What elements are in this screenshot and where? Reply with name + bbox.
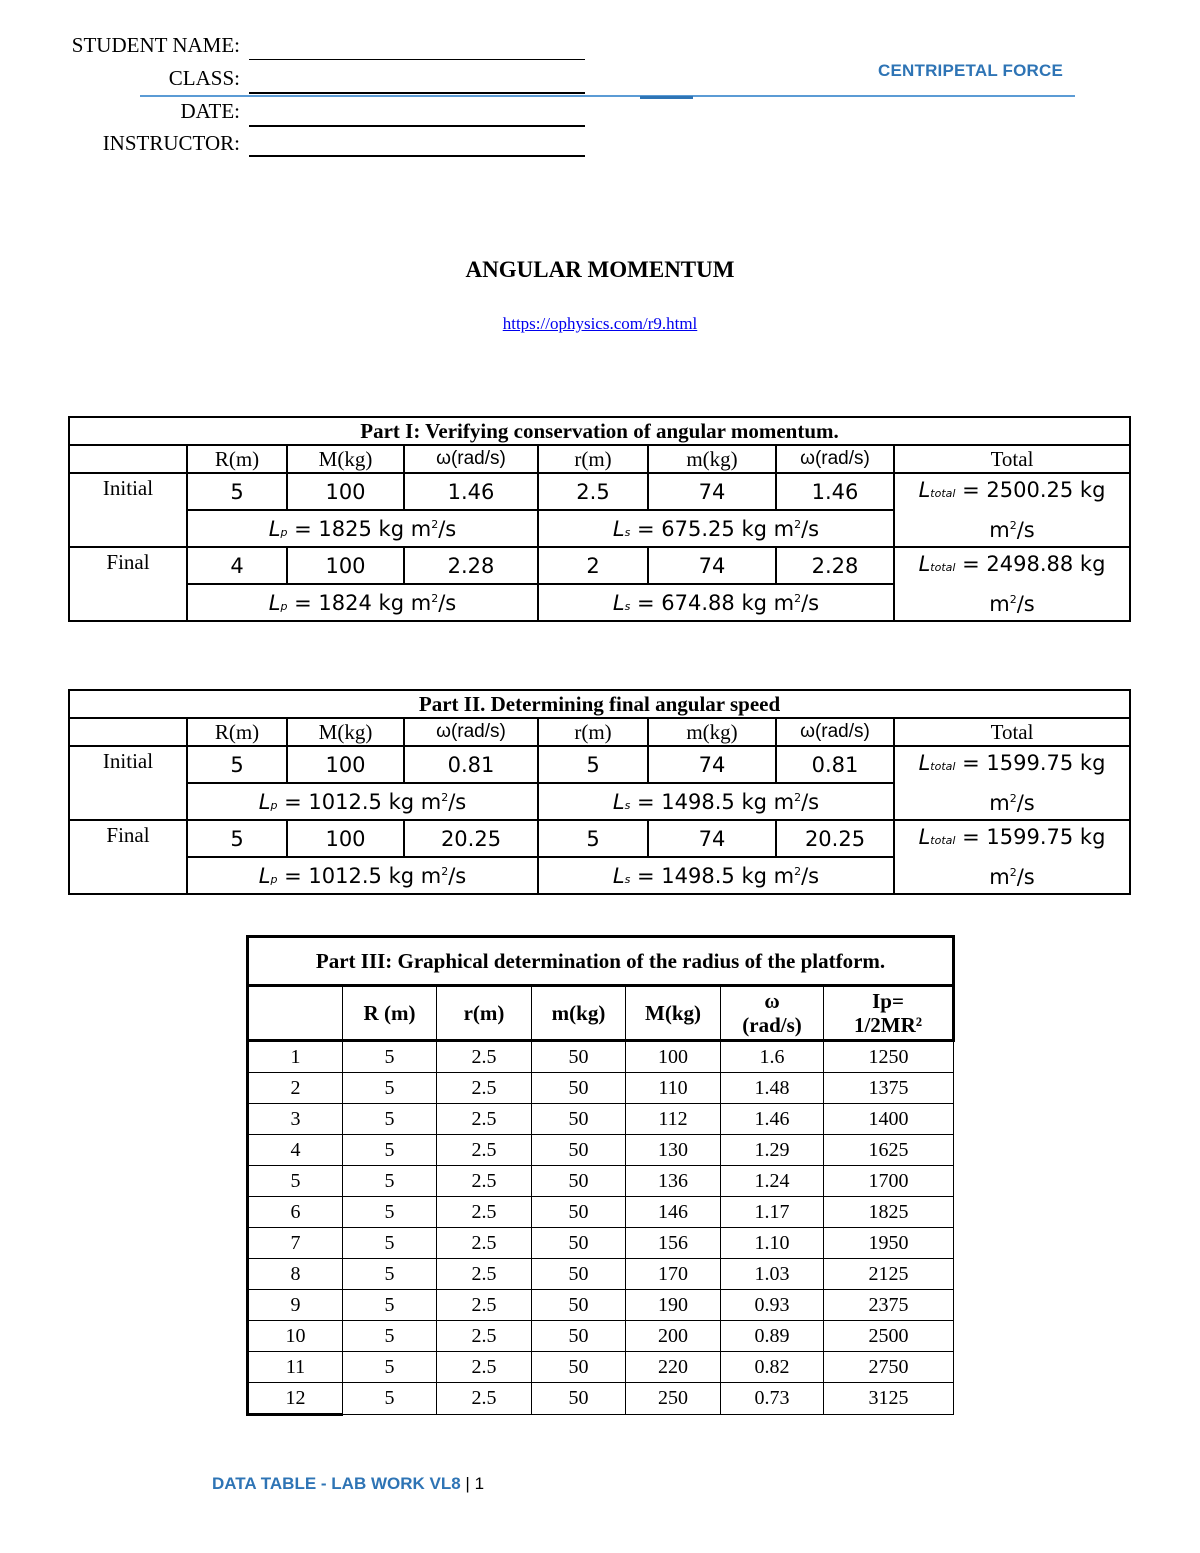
part1-total-initial: Ltotal = 2500.25 kg $m^2/s$ (894, 473, 1130, 547)
part3-cell: 1.17 (721, 1197, 824, 1228)
part3-cell: 3125 (824, 1383, 954, 1415)
part3-cell: 50 (532, 1383, 626, 1415)
part1-header-R: R(m) (187, 445, 287, 473)
part3-cell: 112 (626, 1104, 721, 1135)
part3-cell: 1825 (824, 1197, 954, 1228)
part3-caption: Part III: Graphical determination of the radius of the platform. (248, 937, 954, 986)
table-row (248, 1228, 954, 1259)
part3-cell: 50 (532, 1135, 626, 1166)
header-rule (140, 95, 1075, 97)
part2-cell: 5 (187, 820, 287, 857)
part3-cell: 1.29 (721, 1135, 824, 1166)
part1-row-label: Final (69, 547, 187, 621)
part1-header-omega-p: ω(rad/s) (404, 445, 538, 473)
part3-cell: 200 (626, 1321, 721, 1352)
part2-row-label: Final (69, 820, 187, 894)
part2-cell: 5 (538, 746, 648, 783)
part1-cell: 5 (187, 473, 287, 510)
part3-header-R: R (m) (343, 986, 437, 1041)
part3-cell: 50 (532, 1166, 626, 1197)
part3-cell: 8 (248, 1259, 343, 1290)
part3-cell: 50 (532, 1041, 626, 1073)
part3-cell: 1400 (824, 1104, 954, 1135)
footer-separator: | (465, 1474, 470, 1493)
class-label: CLASS: (168, 66, 240, 90)
part1-header-blank (69, 445, 187, 473)
part3-cell: 2.5 (437, 1104, 532, 1135)
part2-cell: 0.81 (404, 746, 538, 783)
part1-cell: 100 (287, 473, 404, 510)
part3-cell: 1.24 (721, 1166, 824, 1197)
part2-cell: 74 (648, 746, 776, 783)
part2-row-label: Initial (69, 746, 187, 820)
part1-header-m: m(kg) (648, 445, 776, 473)
part2-cell: 20.25 (776, 820, 894, 857)
part3-cell: 100 (626, 1041, 721, 1073)
part2-header-m: m(kg) (648, 718, 776, 746)
header-rule-accent (640, 96, 693, 99)
part3-cell: 6 (248, 1197, 343, 1228)
class-field[interactable] (249, 92, 585, 94)
part2-caption: Part II. Determining final angular speed (69, 690, 1130, 718)
part3-cell: 190 (626, 1290, 721, 1321)
part3-cell: 5 (343, 1290, 437, 1321)
part3-cell: 10 (248, 1321, 343, 1352)
part3-cell: 7 (248, 1228, 343, 1259)
part2-lp-initial: Lp = 1012.5 kg $m^2/s$ (187, 783, 538, 820)
part3-cell: 50 (532, 1073, 626, 1104)
instructor-field[interactable] (249, 155, 585, 157)
part3-cell: 156 (626, 1228, 721, 1259)
footer (212, 1474, 484, 1494)
part1-total-final: Ltotal = 2498.88 kg $m^2/s$ (894, 547, 1130, 621)
part3-cell: 1 (248, 1041, 343, 1073)
part3-cell: 9 (248, 1290, 343, 1321)
part1-cell: 74 (648, 547, 776, 584)
part3-cell: 1250 (824, 1041, 954, 1073)
part3-cell: 12 (248, 1383, 343, 1415)
part3-cell: 2.5 (437, 1041, 532, 1073)
part3-header-m: m(kg) (532, 986, 626, 1041)
part2-total-initial: Ltotal = 1599.75 kg $m^2/s$ (894, 746, 1130, 820)
part3-header-omega: ω (rad/s) (721, 986, 824, 1041)
part2-cell: 5 (538, 820, 648, 857)
part3-cell: 2.5 (437, 1228, 532, 1259)
part1-cell: 2.28 (776, 547, 894, 584)
part3-cell: 5 (343, 1321, 437, 1352)
part1-header-r: r(m) (538, 445, 648, 473)
part3-cell: 5 (343, 1135, 437, 1166)
part3-cell: 50 (532, 1197, 626, 1228)
part3-cell: 50 (532, 1259, 626, 1290)
part2-header-R: R(m) (187, 718, 287, 746)
table-row (248, 1197, 954, 1228)
part2-cell: 5 (187, 746, 287, 783)
part3-cell: 2.5 (437, 1321, 532, 1352)
instructor-label: INSTRUCTOR: (102, 131, 240, 155)
part1-caption: Part I: Verifying conservation of angular momentum. (69, 417, 1130, 445)
part3-cell: 1625 (824, 1135, 954, 1166)
part3-cell: 2.5 (437, 1352, 532, 1383)
part1-ls-final: Ls = 674.88 kg $m^2/s$ (538, 584, 894, 621)
table-row (248, 1290, 954, 1321)
part3-cell: 3 (248, 1104, 343, 1135)
part1-row-label: Initial (69, 473, 187, 547)
part2-cell: 100 (287, 820, 404, 857)
part3-cell: 170 (626, 1259, 721, 1290)
part2-header-r: r(m) (538, 718, 648, 746)
part3-cell: 2500 (824, 1321, 954, 1352)
part3-cell: 5 (343, 1166, 437, 1197)
part2-cell: 74 (648, 820, 776, 857)
part3-cell: 2.5 (437, 1135, 532, 1166)
part3-cell: 1.48 (721, 1073, 824, 1104)
part3-cell: 220 (626, 1352, 721, 1383)
header-title: CENTRIPETAL FORCE (878, 61, 1064, 80)
part3-cell: 11 (248, 1352, 343, 1383)
part1-cell: 2.28 (404, 547, 538, 584)
part1-cell: 100 (287, 547, 404, 584)
part3-cell: 4 (248, 1135, 343, 1166)
date-label: DATE: (180, 99, 240, 123)
table-row (248, 1135, 954, 1166)
part3-cell: 2 (248, 1073, 343, 1104)
ophysics-link[interactable]: https://ophysics.com/r9.html (502, 314, 698, 333)
part3-cell: 2.5 (437, 1197, 532, 1228)
part1-cell: 1.46 (404, 473, 538, 510)
part3-cell: 50 (532, 1290, 626, 1321)
table-row (248, 1321, 954, 1352)
part2-ls-final: Ls = 1498.5 kg $m^2/s$ (538, 857, 894, 894)
table-row (248, 1166, 954, 1197)
part1-header-omega-s: ω(rad/s) (776, 445, 894, 473)
part3-header-blank (248, 986, 343, 1041)
part3-cell: 5 (343, 1197, 437, 1228)
part3-cell: 5 (343, 1228, 437, 1259)
part3-table (246, 935, 955, 1416)
table-row (248, 1352, 954, 1383)
table-row (248, 1073, 954, 1104)
part3-cell: 0.93 (721, 1290, 824, 1321)
table-row (248, 1041, 954, 1073)
part1-cell: 74 (648, 473, 776, 510)
part1-cell: 2 (538, 547, 648, 584)
part3-cell: 5 (343, 1041, 437, 1073)
part3-cell: 1700 (824, 1166, 954, 1197)
part3-cell: 250 (626, 1383, 721, 1415)
part1-ls-initial: Ls = 675.25 kg $m^2/s$ (538, 510, 894, 547)
part2-total-final: Ltotal = 1599.75 kg $m^2/s$ (894, 820, 1130, 894)
part1-lp-initial: Lp = 1825 kg $m^2/s$ (187, 510, 538, 547)
part3-cell: 1.46 (721, 1104, 824, 1135)
part3-cell: 2.5 (437, 1259, 532, 1290)
part1-cell: 2.5 (538, 473, 648, 510)
part3-cell: 1.03 (721, 1259, 824, 1290)
part2-table (68, 689, 1131, 895)
page-title: ANGULAR MOMENTUM (465, 257, 735, 282)
part1-cell: 4 (187, 547, 287, 584)
part2-header-total: Total (894, 718, 1130, 746)
part3-cell: 1950 (824, 1228, 954, 1259)
part3-cell: 2750 (824, 1352, 954, 1383)
part3-header-ip: Ip= 1/2MR² (824, 986, 954, 1041)
part3-cell: 136 (626, 1166, 721, 1197)
part3-cell: 2.5 (437, 1166, 532, 1197)
part3-cell: 5 (343, 1104, 437, 1135)
part3-cell: 5 (343, 1073, 437, 1104)
table-row (248, 1104, 954, 1135)
part2-header-omega-s: ω(rad/s) (776, 718, 894, 746)
part3-cell: 50 (532, 1352, 626, 1383)
part3-cell: 1375 (824, 1073, 954, 1104)
part2-header-omega-p: ω(rad/s) (404, 718, 538, 746)
part3-cell: 2.5 (437, 1383, 532, 1415)
student-name-label: STUDENT NAME: (71, 33, 240, 57)
table-row (248, 1383, 954, 1415)
part3-cell: 2.5 (437, 1073, 532, 1104)
part3-body (248, 1041, 954, 1415)
footer-text: DATA TABLE - LAB WORK VL8 (212, 1474, 461, 1493)
part3-cell: 50 (532, 1228, 626, 1259)
part3-cell: 5 (343, 1383, 437, 1415)
part3-cell: 5 (248, 1166, 343, 1197)
part3-cell: 1.6 (721, 1041, 824, 1073)
part3-header-M: M(kg) (626, 986, 721, 1041)
part2-lp-final: Lp = 1012.5 kg $m^2/s$ (187, 857, 538, 894)
part3-cell: 0.73 (721, 1383, 824, 1415)
part3-header-r: r(m) (437, 986, 532, 1041)
part3-cell: 110 (626, 1073, 721, 1104)
part1-lp-final: Lp = 1824 kg $m^2/s$ (187, 584, 538, 621)
part3-cell: 5 (343, 1259, 437, 1290)
part2-header-M: M(kg) (287, 718, 404, 746)
part3-cell: 0.89 (721, 1321, 824, 1352)
part3-cell: 2125 (824, 1259, 954, 1290)
part1-header-M: M(kg) (287, 445, 404, 473)
part3-cell: 5 (343, 1352, 437, 1383)
part3-cell: 50 (532, 1104, 626, 1135)
part1-table (68, 416, 1131, 622)
part3-cell: 2375 (824, 1290, 954, 1321)
part2-cell: 0.81 (776, 746, 894, 783)
page-number: 1 (474, 1474, 485, 1493)
date-field[interactable] (249, 125, 585, 127)
part3-cell: 2.5 (437, 1290, 532, 1321)
part3-cell: 50 (532, 1321, 626, 1352)
part3-cell: 0.82 (721, 1352, 824, 1383)
student-name-field[interactable] (249, 59, 585, 60)
part2-cell: 100 (287, 746, 404, 783)
part3-cell: 130 (626, 1135, 721, 1166)
part3-cell: 1.10 (721, 1228, 824, 1259)
part1-cell: 1.46 (776, 473, 894, 510)
part3-cell: 146 (626, 1197, 721, 1228)
part1-header-total: Total (894, 445, 1130, 473)
part2-ls-initial: Ls = 1498.5 kg $m^2/s$ (538, 783, 894, 820)
part2-cell: 20.25 (404, 820, 538, 857)
table-row (248, 1259, 954, 1290)
part2-header-blank (69, 718, 187, 746)
